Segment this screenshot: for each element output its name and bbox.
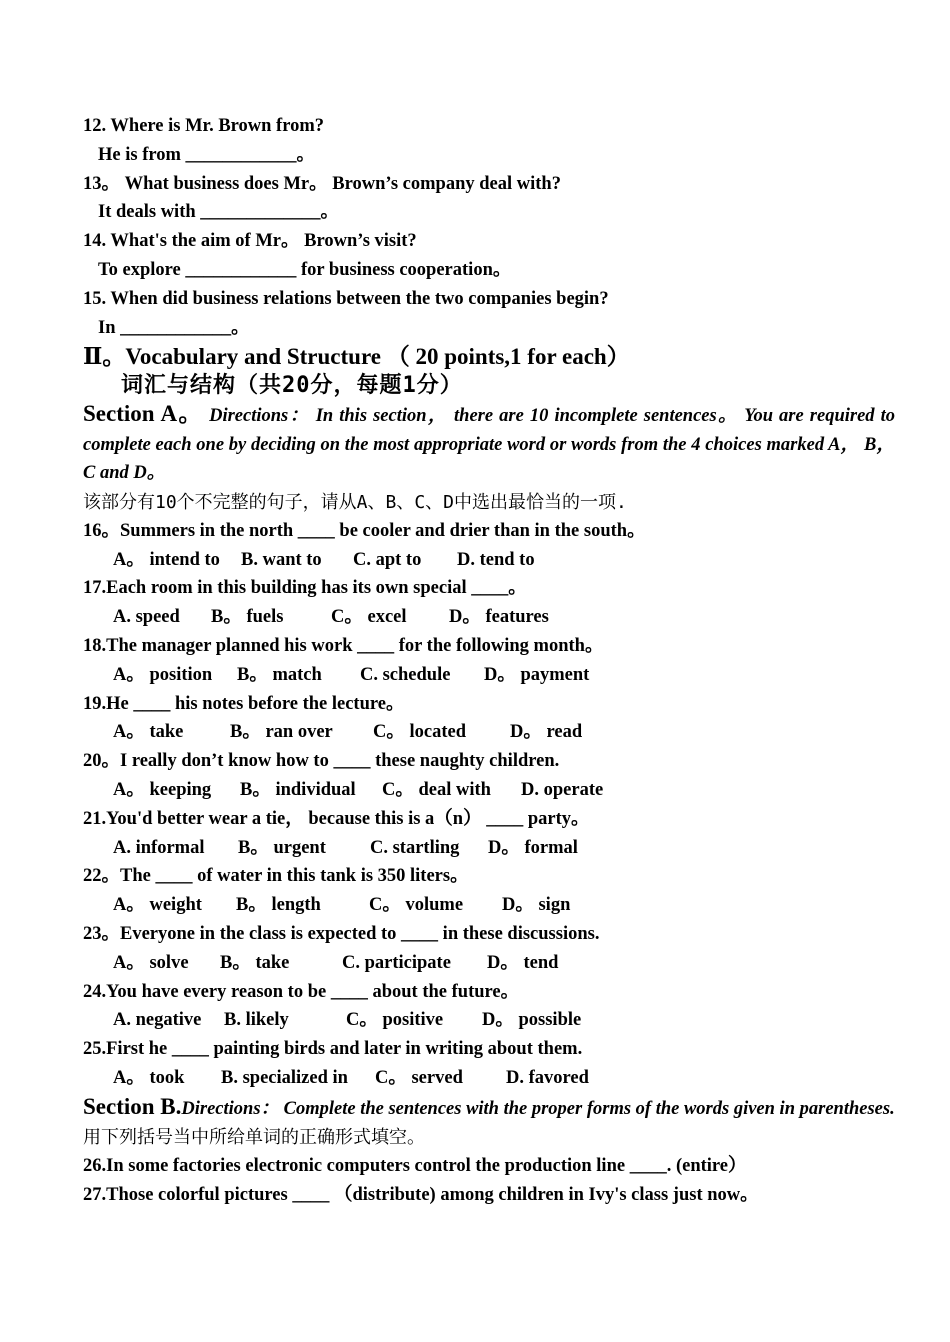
option-a: A。 take — [113, 722, 184, 743]
section-b-directions-text: Directions： Complete the sentences with the proper forms of the words given in parentheses. — [181, 1098, 895, 1119]
option-a: A. informal — [113, 837, 205, 858]
option-a: A。 keeping — [113, 780, 212, 801]
option-a: A. speed — [113, 607, 180, 628]
section-b-heading: Section B. — [83, 1093, 182, 1119]
option-row — [83, 891, 895, 920]
question-stem: 22。The ____ of water in this tank is 350 liters。 — [83, 866, 469, 887]
option-row — [83, 776, 895, 805]
option-c: C. schedule — [360, 664, 451, 685]
section-a-directions-cn: 该部分有10个不完整的句子，请从A、B、C、D中选出最恰当的一项. — [83, 491, 627, 513]
option-row — [83, 834, 895, 863]
question-12: 12. Where is Mr. Brown from? — [83, 116, 325, 136]
question-14: 14. What's the aim of Mr。 Brown’s visit? — [83, 231, 417, 252]
option-b: B. want to — [241, 549, 322, 570]
answer-line-13: It deals with _____________。 — [98, 202, 340, 223]
question-13: 13。 What business does Mr。 Brown’s company deal with? — [83, 173, 561, 194]
option-row — [83, 1006, 895, 1035]
option-row — [83, 949, 895, 978]
option-c: C. apt to — [353, 549, 422, 570]
option-b: B。 individual — [240, 780, 356, 801]
option-c: C。 deal with — [382, 780, 491, 801]
question-stem: 23。Everyone in the class is expected to ____ in these discussions. — [83, 924, 600, 945]
option-d: D。 formal — [488, 837, 578, 858]
option-row — [83, 661, 895, 690]
option-a: A。 intend to — [113, 549, 220, 570]
question-stem: 25.First he ____ painting birds and later in writing about them. — [83, 1039, 583, 1060]
question-26: 26.In some factories electronic computers control the production line ____. (entire） — [83, 1156, 747, 1177]
option-d: D。 sign — [502, 895, 571, 916]
answer-line-14: To explore ____________ for business cooperation。 — [98, 259, 512, 280]
option-b: B。 match — [237, 664, 322, 685]
option-d: D。 payment — [484, 664, 590, 685]
question-stem: 24.You have every reason to be ____ about the future。 — [83, 981, 520, 1002]
option-c: C. participate — [342, 952, 451, 973]
option-row — [83, 1064, 895, 1093]
exam-page — [83, 112, 895, 1210]
section-b-directions-cn: 用下列括号当中所给单词的正确形式填空。 — [83, 1127, 425, 1149]
option-c: C。 volume — [369, 895, 464, 916]
option-d: D. favored — [506, 1068, 589, 1089]
option-c: C。 positive — [346, 1010, 444, 1031]
section-a-directions-text: Directions： In this section， there are 10 incomplete sentences。 You are required to complete each one by deciding on the most appropriate word or words from the 4 choices marked A， B， C and D。 — [83, 406, 896, 484]
option-b: B。 urgent — [238, 837, 326, 858]
option-c: C. startling — [370, 837, 460, 858]
question-stem: 19.He ____ his notes before the lecture。 — [83, 693, 405, 714]
option-d: D。 read — [510, 722, 583, 743]
option-d: D. operate — [521, 780, 604, 801]
option-a: A。 solve — [113, 952, 189, 973]
question-stem: 20。I really don’t know how to ____ these naughty children. — [83, 751, 560, 772]
part-two-title: Ⅱ。Vocabulary and Structure （ 20 points,1 for each） — [83, 344, 630, 370]
part-two-title-cn: 词汇与结构（共20分，每题1分） — [121, 373, 463, 399]
question-stem: 21.You'd better wear a tie， because this is a（n） ____ party。 — [83, 808, 590, 829]
section-a-directions — [83, 400, 895, 488]
option-row — [83, 546, 895, 575]
option-b: B。 ran over — [230, 722, 333, 743]
option-a: A. negative — [113, 1010, 202, 1031]
question-15: 15. When did business relations between the two companies begin? — [83, 288, 609, 309]
question-27: 27.Those colorful pictures ____ （distribute) among children in Ivy's class just now。 — [83, 1185, 759, 1206]
option-b: B. specialized in — [221, 1068, 348, 1089]
option-b: B。 take — [220, 952, 290, 973]
option-row — [83, 603, 895, 632]
option-b: B。 fuels — [211, 607, 284, 628]
answer-line-12: He is from ____________。 — [98, 144, 316, 165]
option-d: D。 features — [449, 607, 549, 628]
section-b-directions — [83, 1093, 895, 1124]
option-c: C。 served — [375, 1068, 463, 1089]
option-b: B。 length — [236, 895, 321, 916]
option-c: C。 located — [373, 722, 466, 743]
section-a-heading: Section A。 — [83, 401, 203, 427]
question-stem: 17.Each room in this building has its own special ____。 — [83, 578, 527, 599]
option-b: B. likely — [224, 1010, 289, 1031]
option-a: A。 took — [113, 1068, 185, 1089]
option-a: A。 position — [113, 664, 213, 685]
option-c: C。 excel — [331, 607, 407, 628]
option-d: D. tend to — [457, 549, 535, 570]
answer-line-15: In ____________。 — [98, 317, 250, 338]
option-a: A。 weight — [113, 895, 202, 916]
option-d: D。 tend — [487, 952, 559, 973]
question-stem: 16。Summers in the north ____ be cooler and drier than in the south。 — [83, 520, 646, 541]
option-row — [83, 718, 895, 747]
question-stem: 18.The manager planned his work ____ for the following month。 — [83, 636, 604, 657]
option-d: D。 possible — [482, 1010, 582, 1031]
